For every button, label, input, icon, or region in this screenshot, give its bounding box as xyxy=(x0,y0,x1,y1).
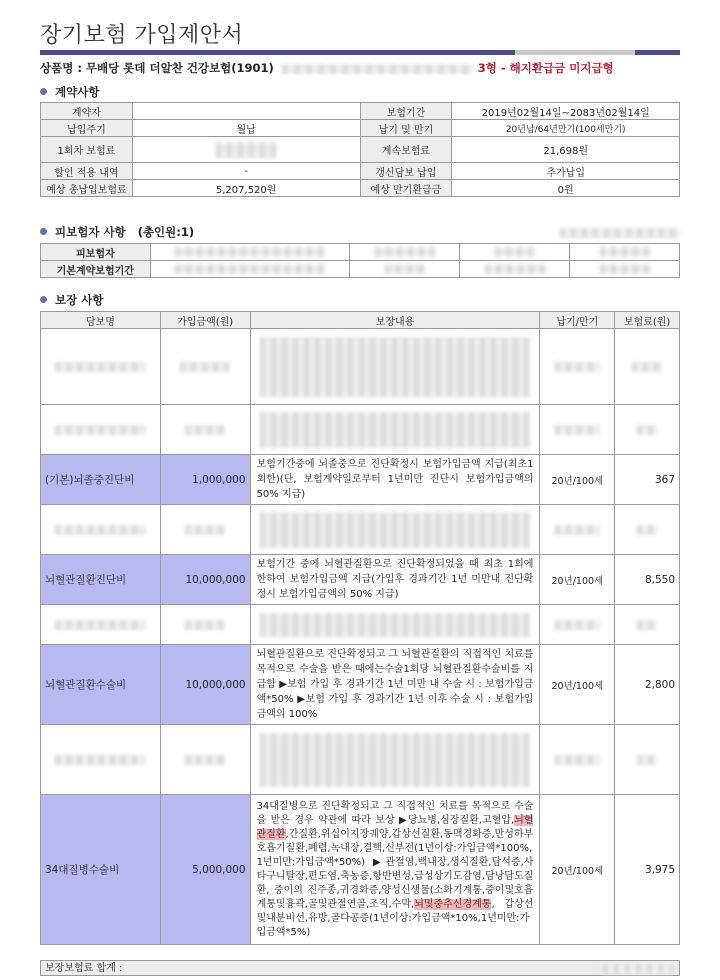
coverage-desc: 뇌혈관질환으로 진단확정되고 그 뇌혈관질환의 직접적인 치료를 목적으로 수술을 받은 때에는수술1회당 뇌혈관질환수술비를 지급함 ▶보험 가입 후 경과기간 1년 미만 내 수술 시 : 보험가입금액*50% ▶보험 가입 후 경과기간 1년 이후 수술 시 : 보험가입금액의 100% xyxy=(250,645,540,725)
coverage-name: 34대질병수술비 xyxy=(41,795,161,945)
first-premium-value xyxy=(132,137,360,163)
maturity-label: 예상 만기환급금 xyxy=(360,180,452,197)
coverage-total-label: 보장보험료 합계 : xyxy=(45,963,123,974)
title-underline-accent xyxy=(515,50,635,55)
redacted-row xyxy=(41,405,680,455)
pay-cycle-value: 월납 xyxy=(132,120,360,137)
redacted-row xyxy=(41,725,680,795)
total-paid-value: 5,207,520원 xyxy=(132,180,360,197)
base-period-label: 기본계약보험기간 xyxy=(41,261,151,278)
coverage-desc: 보험기간 중에 뇌혈관질환으로 진단확정되었을 때 최초 1회에 한하여 보험가입금액 지급(가입후 경과기간 1년 미만내 진단확정시 보험가입금액의 50% 지급) xyxy=(250,555,540,605)
insured-label: 피보험자 xyxy=(41,244,151,261)
pay-term-value: 20년납/64년만기(100세만기) xyxy=(452,120,680,137)
redacted-row xyxy=(41,329,680,405)
document-title: 장기보험 가입제안서 xyxy=(40,23,244,48)
redacted-insured-info xyxy=(560,228,680,238)
contractor-label: 계약자 xyxy=(41,103,133,120)
col-term: 납기/만기 xyxy=(540,312,615,329)
renew-premium-value: 21,698원 xyxy=(452,137,680,163)
coverage-amount: 10,000,000 xyxy=(160,645,250,725)
coverage-row xyxy=(41,455,680,505)
total-paid-label: 예상 총납입보험료 xyxy=(41,180,133,197)
redacted-row xyxy=(41,605,680,645)
coverage-amount: 10,000,000 xyxy=(160,555,250,605)
redacted-total xyxy=(603,964,673,974)
bullet-icon xyxy=(40,88,47,95)
title-underline xyxy=(40,50,680,55)
section-coverage: 보장 사항 xyxy=(40,292,103,308)
product-name: 상품명 : 무배당 롯데 더알찬 건강보험(1901) xyxy=(40,61,274,75)
coverage-name: 뇌혈관질환수술비 xyxy=(41,645,161,725)
highlighted-term: 뇌및중추신경계통 xyxy=(414,898,492,910)
coverage-amount: 5,000,000 xyxy=(160,795,250,945)
coverage-name: 뇌혈관질환진단비 xyxy=(41,555,161,605)
col-premium: 보험료(원) xyxy=(615,312,680,329)
pay-term-label: 납기 및 만기 xyxy=(360,120,452,137)
coverage-name: (기본)뇌졸중진단비 xyxy=(41,455,161,505)
discount-value: - xyxy=(132,163,360,180)
coverage-header-row xyxy=(41,312,680,329)
coverage-premium: 8,550 xyxy=(615,555,680,605)
coverage-desc: 보험기간중에 뇌졸중으로 진단확정시 보험가입금액 지급(최초1회한)(단, 보험계약일로부터 1년미만 진단시 보험가입금액의 50% 지급) xyxy=(250,455,540,505)
coverage-term: 20년/100세 xyxy=(540,455,615,505)
period-value: 2019년02월14일~2083년02월14일 xyxy=(452,103,680,120)
section-contract: 계약사항 xyxy=(40,84,99,100)
coverage-term: 20년/100세 xyxy=(540,645,615,725)
discount-label: 할인 적용 내역 xyxy=(41,163,133,180)
coverage-desc: 34대질병으로 진단확정되고 그 직접적인 치료를 목적으로 수술을 받은 경우 약관에 따라 보상 ▶당뇨병,심장질환,고혈압,뇌혈관질환,간질환,위십이지장궤양,갑상선질환,동맥경화증,만성하부호흡기질환,폐렴,녹내장,결핵,신부전(1년이상:가입금액*100%, 1년미만:가입금액*50%) ▶관절염,백내장,생식질환,담석증,사타구니탈장,편도염,축농증,항반변성,급성상기도감염,담낭담도질환, 중이의 진주종,귀경화증,양성신생물(소화기계통,중이및호흡계통및흉곽,골및관절연골,조직,수막,뇌및중추신경계통, 갑상선및내분비선,유방,골다공증(1년이상:가입금액*10%,1년미만:가입금액*5%) xyxy=(250,795,540,945)
first-premium-label: 1회차 보험료 xyxy=(41,137,133,163)
product-line xyxy=(40,60,614,76)
redacted-product-detail xyxy=(282,64,472,74)
coverage-row xyxy=(41,555,680,605)
coverage-premium: 3,975 xyxy=(615,795,680,945)
col-name: 담보명 xyxy=(41,312,161,329)
coverage-premium: 2,800 xyxy=(615,645,680,725)
coverage-premium: 367 xyxy=(615,455,680,505)
section-insured: 피보험자 사항 (총인원:1) xyxy=(40,224,194,240)
highlighted-term: 뇌혈관질환 xyxy=(256,814,534,840)
period-label: 보험기간 xyxy=(360,103,452,120)
coverage-amount: 1,000,000 xyxy=(160,455,250,505)
renew-premium-label: 계속보험료 xyxy=(360,137,452,163)
maturity-value: 0원 xyxy=(452,180,680,197)
col-amount: 가입금액(원) xyxy=(160,312,250,329)
pay-cycle-label: 납입주기 xyxy=(41,120,133,137)
contractor-value xyxy=(132,103,360,120)
coverage-table xyxy=(40,311,680,945)
coverage-row xyxy=(41,645,680,725)
coverage-total-row xyxy=(40,960,680,976)
bullet-icon xyxy=(40,228,47,235)
redacted-row xyxy=(41,505,680,555)
product-type: 3형 - 해지환급금 미지급형 xyxy=(477,61,614,75)
renew-pay-label: 갱신담보 납입 xyxy=(360,163,452,180)
col-desc: 보장내용 xyxy=(250,312,540,329)
coverage-term: 20년/100세 xyxy=(540,555,615,605)
contract-table xyxy=(40,102,680,197)
renew-pay-value: 추가납입 xyxy=(452,163,680,180)
coverage-term: 20년/100세 xyxy=(540,795,615,945)
insured-table xyxy=(40,243,680,278)
coverage-row xyxy=(41,795,680,945)
bullet-icon xyxy=(40,296,47,303)
